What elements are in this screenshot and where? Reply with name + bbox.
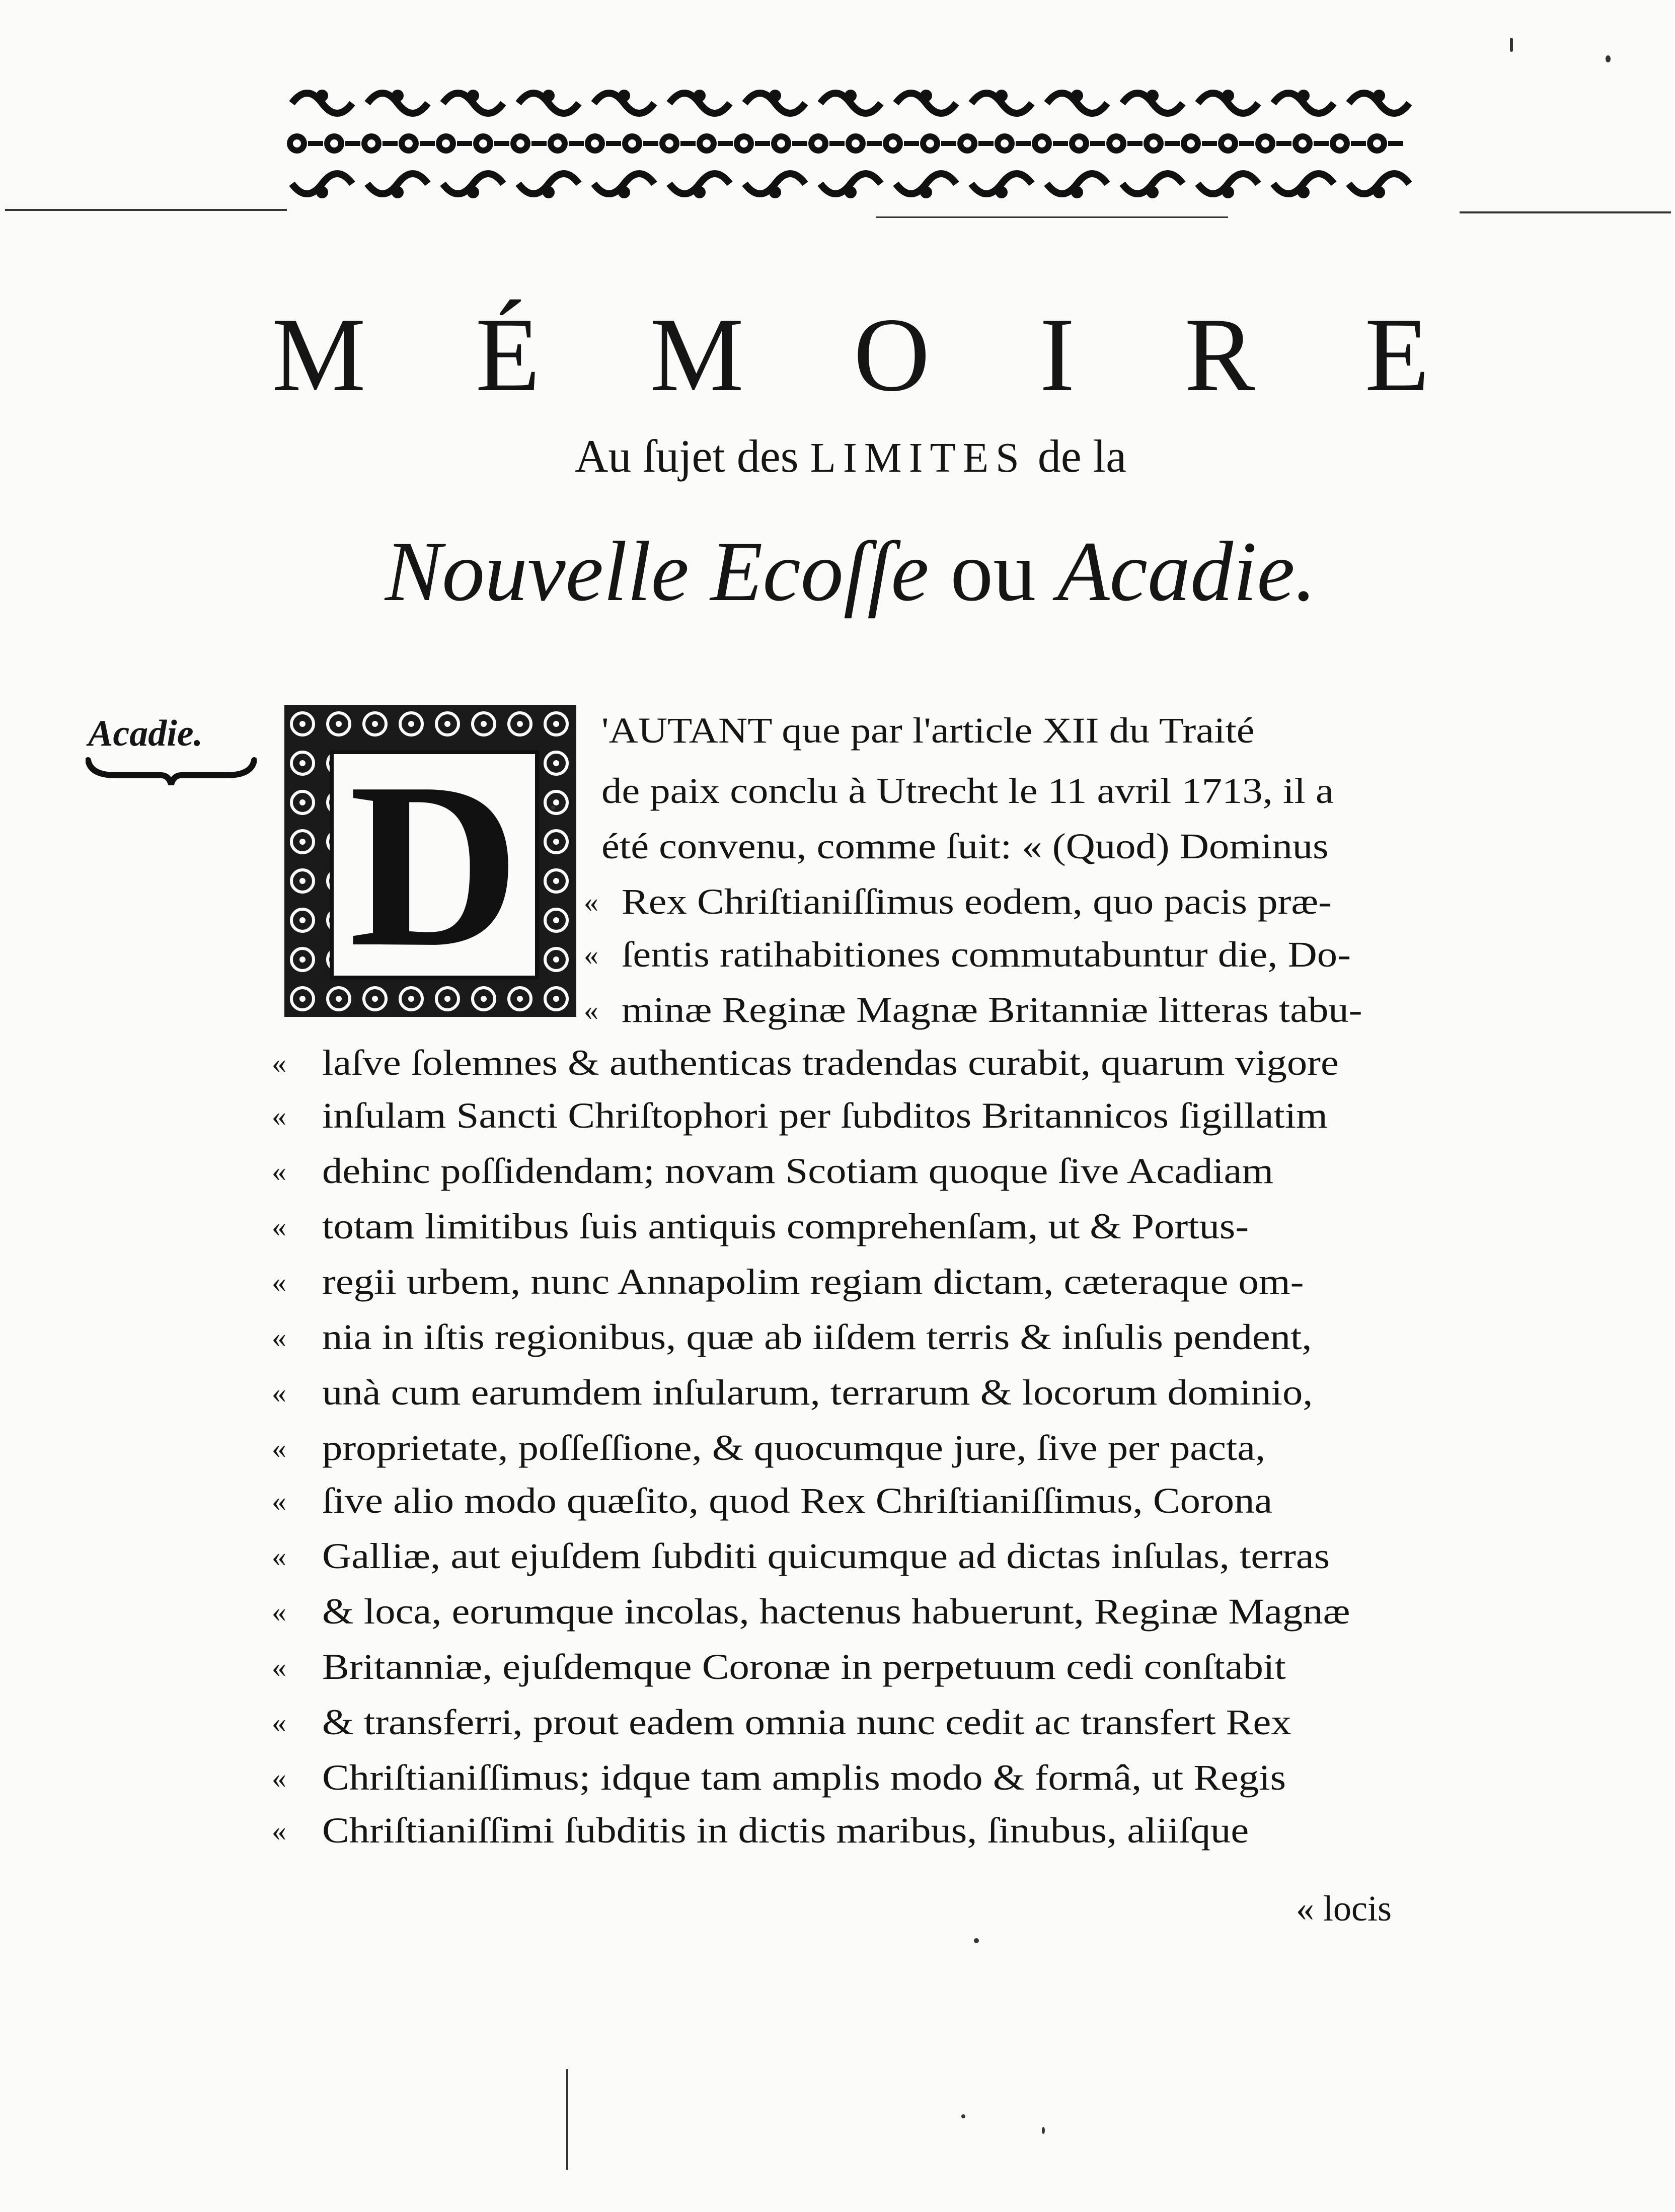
ornament-flower (606, 141, 621, 146)
floral-dot (299, 721, 306, 727)
text-line: minæ Reginæ Magnæ Britanniæ litteras tabu- (622, 990, 1362, 1030)
ornament-flower (755, 141, 770, 146)
floral-dot (336, 996, 342, 1002)
floral-dot (481, 996, 487, 1002)
ornament-flower (1222, 90, 1234, 102)
ornament-flower (845, 186, 857, 198)
text-line: Chriſtianiſſimus; idque tam amplis modo & formâ, ut Regis (322, 1757, 1286, 1798)
floral-dot (408, 996, 414, 1002)
ornament-flower (543, 90, 555, 102)
ornament-flower (420, 141, 435, 146)
ornament-flower (1224, 139, 1232, 148)
text-line: 'AUTANT que par l'article XII du Traité (601, 710, 1255, 751)
drop-cap (284, 705, 576, 1017)
ornament-flower (777, 139, 785, 148)
speck (974, 1938, 979, 1943)
ornament-flower (392, 186, 404, 198)
ornament-flower (543, 186, 555, 198)
subtitle-prefix: Au ſujet des (574, 430, 799, 482)
ornament-flower (1112, 139, 1120, 148)
quote-mark: « (272, 1432, 286, 1464)
ornament-flower (308, 141, 323, 146)
ornament-flower (1336, 139, 1344, 148)
ornament-flower (694, 186, 706, 198)
ornament-flower (852, 139, 860, 148)
ornament-flower (1127, 141, 1143, 146)
floral-dot (299, 878, 306, 884)
quote-mark: « (272, 1651, 286, 1683)
ornament-flower (1147, 90, 1159, 102)
ornament-flower (494, 141, 509, 146)
ornament-flower (293, 139, 301, 148)
ornament-flower (1373, 186, 1385, 198)
rule-line-left (5, 209, 287, 211)
ornament-flower (618, 90, 630, 102)
text-line: & transferri, prout eadem omnia nunc cedit ac transfert Rex (322, 1702, 1291, 1742)
floral-dot (299, 996, 306, 1002)
ornament-flower (920, 186, 932, 198)
ornament-flower (1239, 141, 1254, 146)
text-line: ſive alio modo quæſito, quod Rex Chriſtianiſſimus, Corona (322, 1481, 1273, 1521)
ornament-flower (769, 186, 781, 198)
ornament-flower (618, 186, 630, 198)
floral-dot (299, 956, 306, 963)
ornament-flower (1187, 139, 1195, 148)
floral-dot (553, 878, 559, 884)
drop-cap-frame (330, 733, 539, 996)
quote-mark: « (272, 1376, 286, 1409)
ornament-flower (829, 141, 845, 146)
speck (1606, 55, 1611, 62)
ornament-flower (1165, 141, 1180, 146)
ornament-flower (1038, 139, 1046, 148)
ornament-flower (904, 141, 919, 146)
floral-dot (517, 721, 523, 727)
text-line: dehinc poſſidendam; novam Scotiam quoque ſive Acadiam (322, 1151, 1274, 1191)
title-letter: E (1364, 297, 1429, 413)
title-letter: É (475, 297, 541, 413)
floral-dot (517, 996, 523, 1002)
title-letter: M (272, 297, 366, 413)
ornament-flower (1373, 139, 1381, 148)
quote-mark: « (272, 1266, 286, 1298)
ornament-flower (1071, 186, 1083, 198)
ornament-flower (1276, 141, 1291, 146)
ornament-flower (996, 186, 1008, 198)
ornament-flower (467, 90, 479, 102)
ornament-flower (479, 139, 487, 148)
text-line: laſve ſolemnes & authenticas tradendas curabit, quarum vigore (322, 1043, 1339, 1083)
ornament-flower (996, 90, 1008, 102)
floral-dot (553, 956, 559, 963)
scratch-line (566, 2069, 568, 2170)
floral-dot (336, 721, 342, 727)
subtitle-suffix: de la (1037, 430, 1127, 482)
title-letter: M (650, 297, 744, 413)
ornament-flower (591, 139, 599, 148)
ornament-flower (554, 139, 562, 148)
quote-mark: « (272, 1321, 286, 1354)
ornament-flower (769, 90, 781, 102)
ornament-flower (1202, 141, 1217, 146)
ornament-flower (1222, 186, 1234, 198)
ornament-flower (1298, 90, 1310, 102)
text-line: & loca, eorumque incolas, hactenus habuerunt, Reginæ Magnæ (322, 1591, 1350, 1632)
ornament-flower (694, 90, 706, 102)
text-line: unà cum earumdem inſularum, terrarum & locorum dominio, (322, 1372, 1313, 1413)
ornament-flower (316, 90, 328, 102)
text-line: de paix conclu à Utrecht le 11 avril 1713, il a (601, 771, 1334, 811)
ornament-flower (963, 139, 971, 148)
ornament-flower (628, 139, 636, 148)
ornament-flower (845, 90, 857, 102)
ornament-flower (467, 186, 479, 198)
ornament-flower (643, 141, 658, 146)
floral-dot (553, 760, 559, 766)
text-line: Rex Chriſtianiſſimus eodem, quo pacis præ- (622, 881, 1332, 922)
subtitle (272, 430, 1429, 482)
margin-note: Acadie. (88, 713, 203, 754)
ornament-flower (665, 139, 673, 148)
floral-dot (372, 721, 378, 727)
ornament-flower (392, 90, 404, 102)
brace-icon (86, 755, 257, 785)
quote-mark: « (272, 1706, 286, 1739)
ornament-flower (740, 139, 748, 148)
ornament-flower (1016, 141, 1031, 146)
ornament-flower (867, 141, 882, 146)
text-line: Britanniæ, ejuſdemque Coronæ in perpetuum cedi conſtabit (322, 1647, 1286, 1687)
floral-dot (299, 760, 306, 766)
ornament-flower (703, 139, 711, 148)
ornament-flower (1373, 90, 1385, 102)
ornament-flower (1298, 186, 1310, 198)
speck (961, 2114, 965, 2118)
floral-dot (553, 996, 559, 1002)
quote-mark: « (272, 1210, 286, 1243)
quote-mark: « (272, 1814, 286, 1847)
ornament-flower (367, 139, 375, 148)
floral-dot (299, 799, 306, 805)
ornament-band (282, 76, 1419, 211)
ornament-flower (718, 141, 733, 146)
text-line: regii urbem, nunc Annapolim regiam dictam, cæteraque om- (322, 1262, 1304, 1302)
ornament-flower (1053, 141, 1068, 146)
main-title-part1: Nouvelle Ecoſſe (385, 524, 929, 619)
quote-mark: « (272, 1595, 286, 1628)
ornament-flower (1261, 139, 1269, 148)
speck (1042, 2127, 1045, 2134)
ornament-flower (926, 139, 934, 148)
quote-mark: « (584, 994, 598, 1026)
ornament-flower (1090, 141, 1105, 146)
ornament-flower (1351, 141, 1366, 146)
quote-mark: « (584, 886, 598, 918)
ornament-flower (792, 141, 807, 146)
floral-dot (553, 799, 559, 805)
rule-line-center (876, 216, 1228, 218)
text-line: ſentis ratihabitiones commutabuntur die, Do- (622, 934, 1351, 975)
quote-mark: « (272, 1155, 286, 1188)
main-title-part3: Acadie. (1057, 524, 1317, 619)
speck (1510, 38, 1513, 52)
floral-dot (553, 839, 559, 845)
text-line: été convenu, comme ſuit: « (Quod) Dominus (601, 826, 1329, 866)
main-title-part2: ou (950, 524, 1036, 619)
ornament-flower (457, 141, 472, 146)
quote-mark: « (272, 1485, 286, 1517)
ornament-flower (531, 141, 547, 146)
ornament-flower (1075, 139, 1083, 148)
ornament-flower (516, 139, 524, 148)
ornament-flower (569, 141, 584, 146)
ornament-flower (941, 141, 956, 146)
floral-dot (481, 721, 487, 727)
quote-mark: « (272, 1047, 286, 1079)
ornament-flower (345, 141, 360, 146)
floral-dot (299, 839, 306, 845)
floral-dot (444, 996, 450, 1002)
floral-dot (553, 721, 559, 727)
text-line: nia in iſtis regionibus, quæ ab iiſdem terris & inſulis pendent, (322, 1317, 1312, 1357)
ornament-flower (1001, 139, 1009, 148)
quote-mark: « (272, 1540, 286, 1573)
title-letter: O (853, 297, 930, 413)
quote-mark: « (272, 1099, 286, 1132)
ornament-flower (680, 141, 696, 146)
quote-mark: « (272, 1761, 286, 1794)
text-line: inſulam Sancti Chriſtophori per ſubditos Britannicos ſigillatim (322, 1095, 1328, 1136)
subtitle-caps: LIMITES (810, 434, 1026, 481)
floral-dot (299, 917, 306, 923)
ornament-flower (1388, 141, 1403, 146)
ornament-flower (1150, 139, 1158, 148)
title-letter: I (1039, 297, 1075, 413)
ornament-flower (1299, 139, 1307, 148)
ornament-flower (1314, 141, 1329, 146)
ornament-flower (1147, 186, 1159, 198)
ornament-flower (405, 139, 413, 148)
ornament-flower (978, 141, 994, 146)
text-line: proprietate, poſſeſſione, & quocumque jure, ſive per pacta, (322, 1428, 1266, 1468)
ornament-flower (442, 139, 450, 148)
ornament-flower (316, 186, 328, 198)
ornament-flower (330, 139, 338, 148)
page-title (272, 297, 1429, 413)
ornament-flower (383, 141, 398, 146)
floral-dot (444, 721, 450, 727)
floral-dot (553, 917, 559, 923)
ornament-flower (889, 139, 897, 148)
drop-cap-letter: D (349, 733, 520, 996)
catchword: « locis (1296, 1888, 1392, 1929)
speck (551, 805, 555, 809)
floral-dot (372, 996, 378, 1002)
text-line: Chriſtianiſſimi ſubditis in dictis maribus, ſinubus, aliiſque (322, 1810, 1249, 1851)
ornament-flower (920, 90, 932, 102)
text-line: totam limitibus ſuis antiquis comprehenſam, ut & Portus- (322, 1206, 1249, 1246)
floral-dot (408, 721, 414, 727)
quote-mark: « (584, 938, 598, 971)
ornament-flower (1071, 90, 1083, 102)
title-letter: R (1184, 297, 1255, 413)
text-line: Galliæ, aut ejuſdem ſubditi quicumque ad dictas inſulas, terras (322, 1536, 1330, 1576)
ornament-flower (814, 139, 822, 148)
rule-line-right (1460, 211, 1671, 213)
main-title (272, 524, 1429, 619)
